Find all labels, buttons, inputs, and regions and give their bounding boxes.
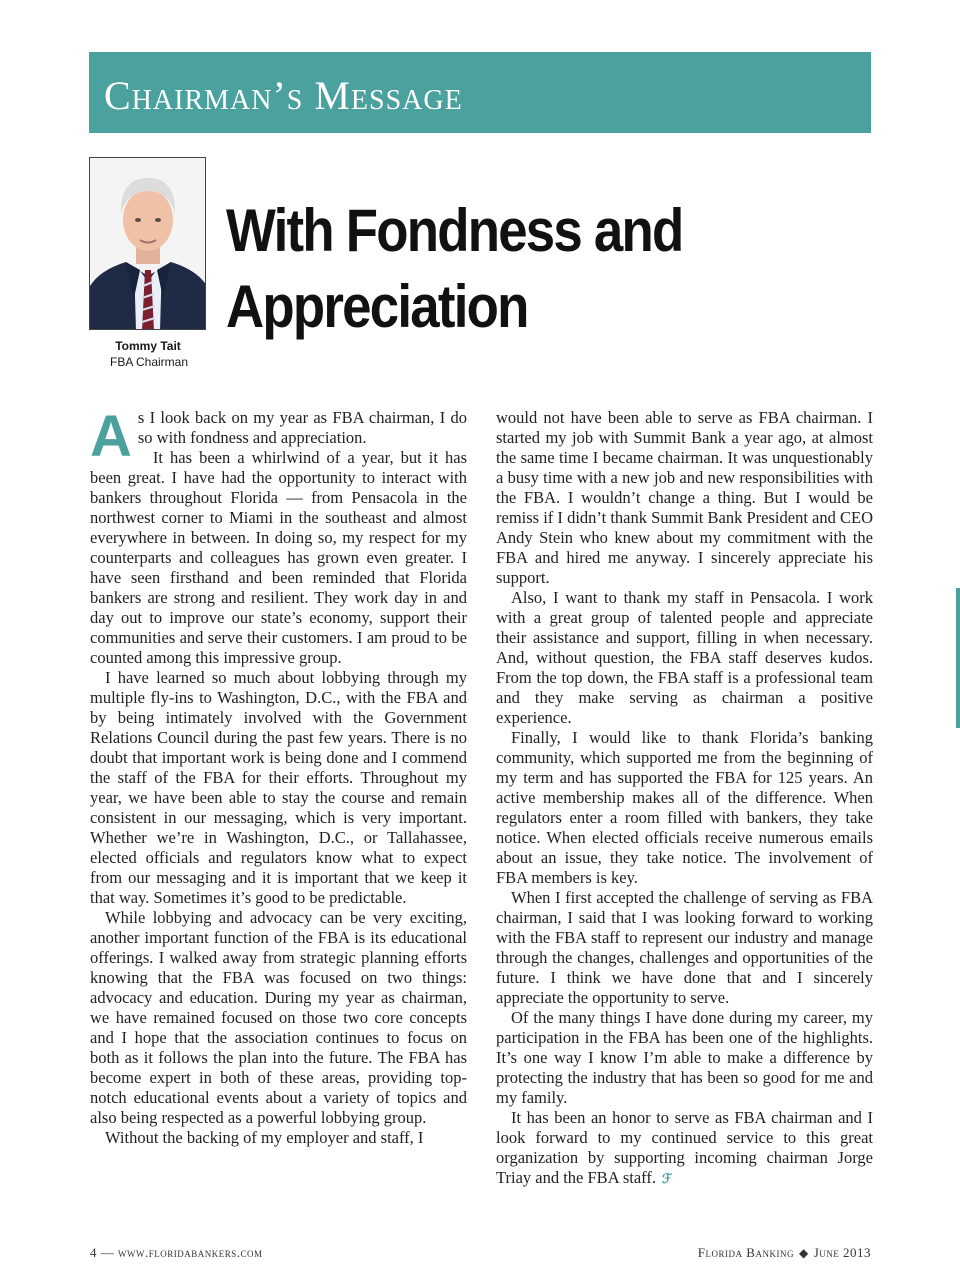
headline-line-2: Appreciation xyxy=(226,273,528,340)
section-title: Chairman’s Message xyxy=(104,73,463,118)
end-mark-icon: ℱ xyxy=(661,1171,673,1186)
section-banner xyxy=(89,52,871,133)
footer-publication xyxy=(698,1245,871,1261)
chairman-photo xyxy=(89,157,206,330)
publication-name: Florida Banking xyxy=(697,1245,794,1260)
article-column-right xyxy=(496,408,873,1189)
paragraph-text: It has been an honor to serve as FBA chairman and I look forward to my continued service to this great organization by supporting incoming chairman Jorge Triay and the FBA staff. xyxy=(496,1108,873,1187)
diamond-separator-icon: ◆ xyxy=(798,1246,809,1260)
drop-cap: A xyxy=(90,404,132,469)
page-edge-tab xyxy=(956,588,960,728)
paragraph: would not have been able to serve as FBA chairman. I started my job with Summit Bank a year ago, at almost the same time I became chairman. It was unquestionably a busy time with a new job and new responsibilities with the FBA. I wouldn’t change a thing. But I would be remiss if I didn’t thank Summit Bank President and CEO Andy Stein who knew about my commitment with the FBA and hired me anyway. I sincerely appreciate his support. xyxy=(496,408,873,587)
paragraph: Also, I want to thank my staff in Pensacola. I work with a great group of talented people and appreciate their assistance and support, filling in when necessary. And, without question, the FBA staff deserves kudos. From the top down, the FBA staff is a professional team and they make serving as chairman a positive experience. xyxy=(496,588,873,727)
chairman-name: Tommy Tait xyxy=(115,339,181,353)
paragraph: It has been a whirlwind of a year, but it has been great. I have had the opportunity to interact with bankers throughout Florida — from Pensacola in the northwest corner to Miami in the southeast and almost everywhere in between. In doing so, my respect for my counterparts and colleagues has grown even greater. I have seen firsthand and been reminded that Florida bankers are strong and resilient. They work day in and day out to improve our state’s economy, support their communities and serve their customers. I am proud to be counted among this impressive group. xyxy=(90,448,467,667)
paragraph: Without the backing of my employer and staff, I xyxy=(105,1128,424,1147)
article-column-left xyxy=(90,404,467,1148)
footer-page-url: 4 — www.floridabankers.com xyxy=(90,1245,263,1260)
article-headline xyxy=(226,193,754,345)
paragraph-text: s I look back on my year as FBA chairman, I do so with fondness and appreciation. xyxy=(137,408,467,447)
issue-date: June 2013 xyxy=(813,1245,871,1260)
paragraph: I have learned so much about lobbying through my multiple fly-ins to Washington, D.C., with the FBA and by being intimately involved with the Government Relations Council during the past few years. There is no doubt that important work is being done and I commend the staff of the FBA for their efforts. Throughout my year, we have been able to stay the course and remain consistent in our messaging, which is very important. Whether we’re in Washington, D.C., or Tallahassee, elected officials and regulators know what to expect from our messaging and it is important that we keep it that way. Sometimes it’s good to be predictable. xyxy=(90,668,467,907)
chairman-title: FBA Chairman xyxy=(109,355,189,369)
paragraph: When I first accepted the challenge of serving as FBA chairman, I said that I was looking forward to working with the FBA staff to represent our industry and manage through the changes, challenges and opportunities of the future. I think we have done that and I sincerely appreciate the opportunity to serve. xyxy=(496,888,873,1007)
paragraph xyxy=(90,404,467,469)
headline-line-1: With Fondness and xyxy=(226,197,683,264)
paragraph xyxy=(496,1108,873,1189)
paragraph: Of the many things I have done during my career, my participation in the FBA has been one of the highlights. It’s one way I know I’m able to make a difference by protecting the industry that has been so good for me and my family. xyxy=(496,1008,873,1107)
paragraph: While lobbying and advocacy can be very exciting, another important function of the FBA is its educational offerings. I walked away from strategic planning efforts knowing that the FBA was focused on two things: advocacy and education. During my year as chairman, we have remained focused on those two core concepts and I hope that the association continues to focus on both as it follows the plan into the future. The FBA has become expert in both of these areas, providing top-notch educational events about a variety of topics and also being respected as a powerful lobbying group. xyxy=(90,908,467,1127)
paragraph: Finally, I would like to thank Florida’s banking community, which supported me from the beginning of my term and has supported the FBA for 125 years. An active membership makes all of the difference. When regulators enter a room filled with bankers, they take notice. When elected officials receive numerous emails about an issue, they take notice. The involvement of FBA members is key. xyxy=(496,728,873,887)
